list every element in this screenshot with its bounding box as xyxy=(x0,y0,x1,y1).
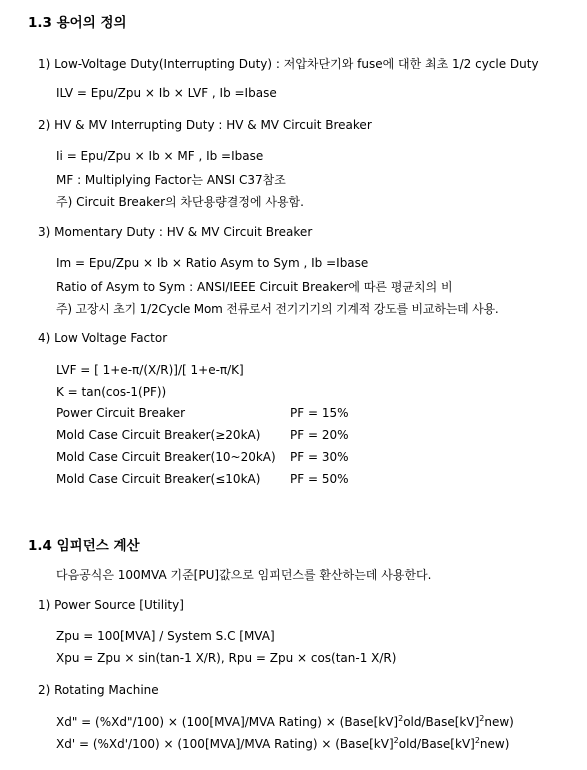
pf-value: PF = 50% xyxy=(290,472,349,486)
formula-text: old/Base[kV] xyxy=(398,737,475,751)
section-heading-1-4: 1.4 임피던스 계산 xyxy=(28,538,140,554)
superscript: 2 xyxy=(393,736,399,745)
item-4-title: 4) Low Voltage Factor xyxy=(38,331,168,345)
formula-text: old/Base[kV] xyxy=(403,715,480,729)
superscript: 2 xyxy=(479,714,485,723)
formula-text: new) xyxy=(484,715,514,729)
item-3-line: Im = Epu/Zpu × Ib × Ratio Asym to Sym , Ib =Ibase xyxy=(56,256,369,270)
pf-value: PF = 30% xyxy=(290,450,349,464)
item-2-line: MF : Multiplying Factor는 ANSI C37참조 xyxy=(56,173,286,187)
item-1-title: 1) Low-Voltage Duty(Interrupting Duty) : 저압차단기와 fuse에 대한 최초 1/2 cycle Duty xyxy=(38,57,539,71)
formula-text: Xd' = (%Xd'/100) × (100[MVA]/MVA Rating) × (Base[kV] xyxy=(56,737,394,751)
item-3-title: 3) Momentary Duty : HV & MV Circuit Breaker xyxy=(38,225,313,239)
breaker-name: Power Circuit Breaker xyxy=(56,406,186,420)
breaker-name: Mold Case Circuit Breaker(≥20kA) xyxy=(56,428,261,442)
formula-text: new) xyxy=(479,737,510,751)
section-heading-1-3: 1.3 용어의 정의 xyxy=(28,15,127,31)
item-2-note: 주) Circuit Breaker의 차단용량결정에 사용함. xyxy=(56,195,304,209)
breaker-name: Mold Case Circuit Breaker(10~20kA) xyxy=(56,450,276,464)
xd-subtransient-formula xyxy=(56,714,514,729)
item-1-title: 1) Power Source [Utility] xyxy=(38,598,184,612)
item-1-line: ILV = Epu/Zpu × Ib × LVF , Ib =Ibase xyxy=(56,86,277,100)
xpu-rpu-formula: Xpu = Zpu × sin(tan-1 X/R), Rpu = Zpu × cos(tan-1 X/R) xyxy=(56,651,397,665)
item-2-line: Ii = Epu/Zpu × Ib × MF , Ib =Ibase xyxy=(56,149,264,163)
section-intro: 다음공식은 100MVA 기준[PU]값으로 임피던스를 환산하는데 사용한다. xyxy=(56,568,432,582)
item-2-title: 2) HV & MV Interrupting Duty : HV & MV Circuit Breaker xyxy=(38,118,372,132)
xd-transient-formula xyxy=(56,736,509,751)
item-3-note: 주) 고장시 초기 1/2Cycle Mom 전류로서 전기기기의 기계적 강도를 비교하는데 사용. xyxy=(56,302,499,316)
superscript: 2 xyxy=(474,736,480,745)
superscript: 2 xyxy=(398,714,404,723)
breaker-name: Mold Case Circuit Breaker(≤10kA) xyxy=(56,472,261,486)
item-3-line: Ratio of Asym to Sym : ANSI/IEEE Circuit Breaker에 따른 평균치의 비 xyxy=(56,280,453,294)
pf-value: PF = 15% xyxy=(290,406,349,420)
lvf-formula: LVF = [ 1+e-π/(X/R)]/[ 1+e-π/K] xyxy=(56,363,244,377)
zpu-formula: Zpu = 100[MVA] / System S.C [MVA] xyxy=(56,629,275,643)
k-formula: K = tan(cos-1(PF)) xyxy=(56,385,167,399)
formula-text: Xd" = (%Xd"/100) × (100[MVA]/MVA Rating) × (Base[kV] xyxy=(56,715,399,729)
item-2-title: 2) Rotating Machine xyxy=(38,683,159,697)
pf-value: PF = 20% xyxy=(290,428,349,442)
